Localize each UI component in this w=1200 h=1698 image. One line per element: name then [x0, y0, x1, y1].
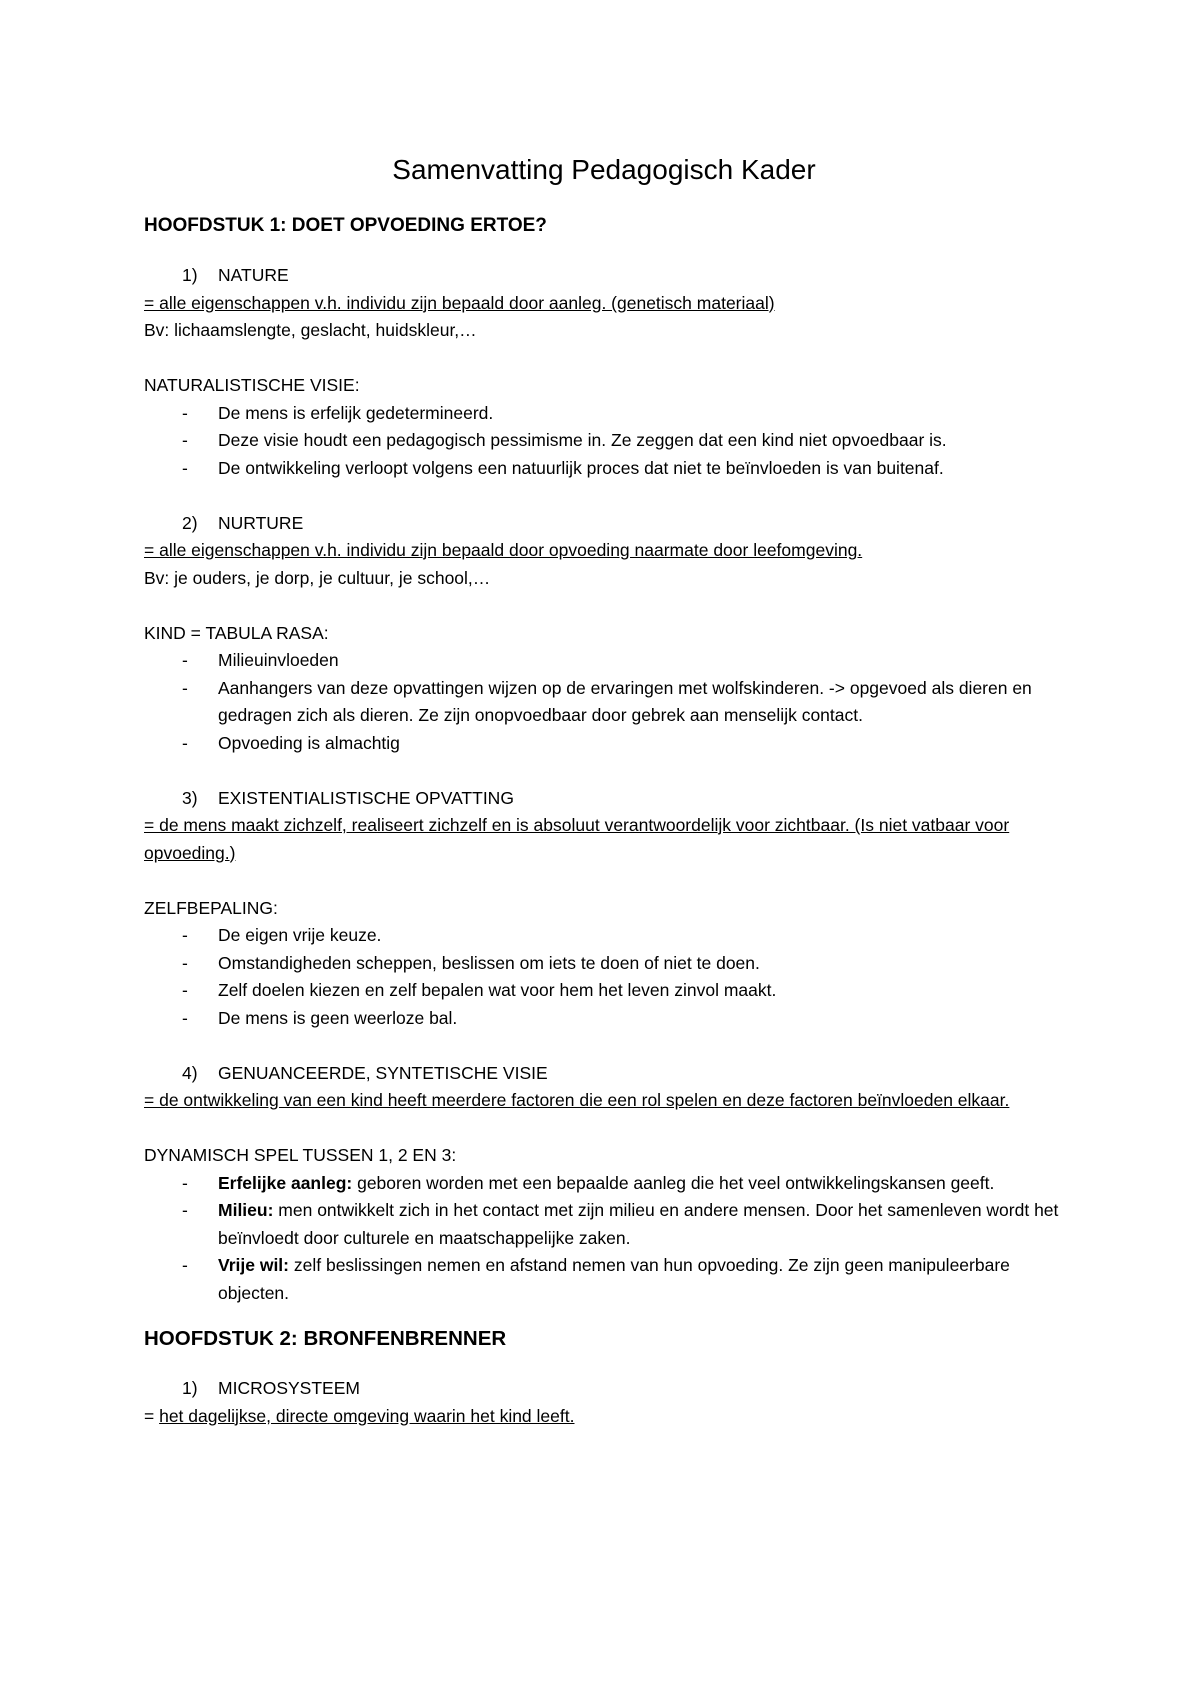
section-number: 1) [182, 265, 198, 285]
section-existentialist-heading [182, 785, 1064, 813]
section-label: GENUANCEERDE, SYNTETISCHE VISIE [218, 1062, 548, 1083]
nurture-definition: = alle eigenschappen v.h. individu zijn bepaald door opvoeding naarmate door leefomgeving. [144, 540, 863, 560]
self-determination-subheading: ZELFBEPALING: [144, 897, 278, 918]
section-number: 2) [182, 512, 198, 533]
list-item: - Deze visie houdt een pedagogisch pessimisme in. Ze zeggen dat een kind niet opvoedbaar is. [182, 430, 947, 450]
nurture-example: Bv: je ouders, je dorp, je cultuur, je school,… [144, 567, 491, 588]
list-item: - Vrije wil: zelf beslissingen nemen en afstand nemen van hun opvoeding. Ze zijn geen manipuleerbare objecten. [182, 1255, 1010, 1303]
naturalistic-subheading: NATURALISTISCHE VISIE: [144, 375, 360, 395]
dynamic-play-subheading: DYNAMISCH SPEL TUSSEN 1, 2 EN 3: [144, 1145, 457, 1165]
section-microsystem-heading [182, 1375, 1064, 1403]
section-number: 1) [182, 1378, 198, 1398]
section-number: 3) [182, 787, 198, 808]
list-item: - De ontwikkeling verloopt volgens een natuurlijk proces dat niet te beïnvloeden is van buitenaf. [182, 457, 944, 478]
list-item: - De mens is erfelijk gedetermineerd. [182, 402, 494, 423]
tabula-rasa-list [144, 647, 1064, 757]
section-label: EXISTENTIALISTISCHE OPVATTING [218, 787, 514, 808]
section-nature-heading [182, 262, 1064, 290]
synthetic-definition: = de ontwikkeling van een kind heeft meerdere factoren die een rol spelen en deze factoren beïnvloeden elkaar. [144, 1090, 1010, 1110]
list-item: - Erfelijke aanleg: geboren worden met een bepaalde aanleg die het veel ontwikkelingskansen geeft. [182, 1172, 995, 1193]
chapter-1-heading: HOOFDSTUK 1: DOET OPVOEDING ERTOE? [144, 215, 547, 236]
self-determination-list [144, 922, 1064, 1032]
list-item: - Zelf doelen kiezen en zelf bepalen wat voor hem het leven zinvol maakt. [182, 980, 777, 1000]
list-item: - De mens is geen weerloze bal. [182, 1007, 458, 1028]
section-label: MICROSYSTEEM [218, 1378, 360, 1398]
document-title: Samenvatting Pedagogisch Kader [392, 154, 816, 185]
list-item: - Milieu: men ontwikkelt zich in het contact met zijn milieu en andere mensen. Door het samenleven wordt het beïnvloedt door culturele en maatschappelijke zaken. [182, 1200, 1059, 1248]
section-label: NATURE [218, 265, 289, 285]
section-label: NURTURE [218, 512, 304, 533]
list-item: - De eigen vrije keuze. [182, 925, 382, 945]
section-number: 4) [182, 1062, 198, 1083]
list-item: - Aanhangers van deze opvattingen wijzen op de ervaringen met wolfskinderen. -> opgevoed als dieren en gedragen zich als dieren. Ze zijn onopvoedbaar door gebrek aan menselijk contact. [182, 677, 1032, 725]
chapter-2-heading: HOOFDSTUK 2: BRONFENBRENNER [144, 1327, 507, 1350]
list-item: - Opvoeding is almachtig [182, 732, 400, 753]
tabula-rasa-subheading: KIND = TABULA RASA: [144, 622, 329, 643]
section-synthetic-heading [182, 1060, 1064, 1088]
microsystem-definition: = het dagelijkse, directe omgeving waarin het kind leeft. [144, 1405, 575, 1426]
existentialist-definition: = de mens maakt zichzelf, realiseert zichzelf en is absoluut verantwoordelijk voor zichtbaar. (Is niet vatbaar voor opvoeding.) [144, 815, 1010, 863]
naturalistic-list [144, 400, 1064, 483]
nature-example: Bv: lichaamslengte, geslacht, huidskleur,… [144, 320, 477, 340]
list-item: - Omstandigheden scheppen, beslissen om iets te doen of niet te doen. [182, 952, 760, 973]
section-nurture-heading [182, 510, 1064, 538]
dynamic-play-list [144, 1170, 1064, 1308]
list-item: - Milieuinvloeden [182, 650, 339, 670]
document-page [144, 140, 1064, 1430]
nature-definition: = alle eigenschappen v.h. individu zijn bepaald door aanleg. (genetisch materiaal) [144, 292, 775, 313]
